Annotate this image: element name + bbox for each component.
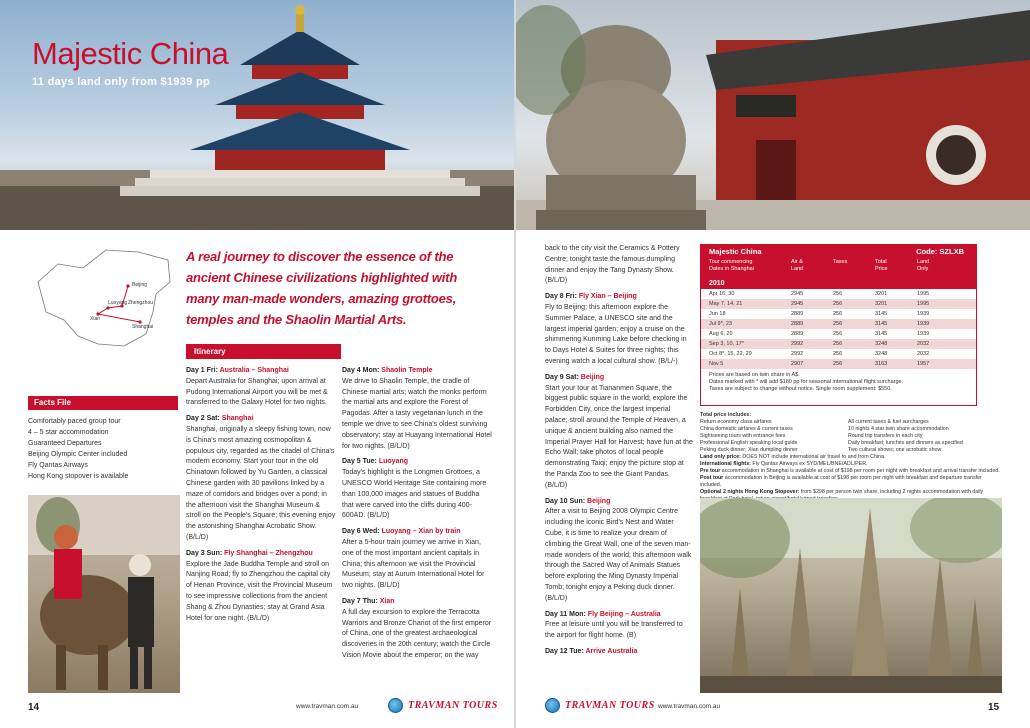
col-air-line1: Air &	[791, 259, 803, 265]
row-tax: 256	[833, 351, 843, 357]
day-label: Day 9 Sat:	[545, 373, 581, 381]
day-heading	[342, 597, 492, 608]
facts-item: Hong Kong stopover is available	[28, 473, 129, 480]
day-description: A full day excursion to explore the Terracotta Warriors and Bronze Chariot of the first emperor of China, one of the greatest archaeological discoveries in the 20th century; watch the Circle Vision Movie about the emperor; on the way	[342, 608, 492, 659]
intro-headline: A real journey to discover the essence of the ancient Chinese civilizations highlighted with many man-made wonders, amazing grottoes, temples and the Shaolin Martial Arts.	[186, 249, 458, 327]
day-description: After a 5-hour train journey we arrive in Xian, one of the most important ancient capitals in China; this afternoon we visit the Provincial Museum; stay at Aurum International Hotel for two nights. (B/L/D)	[342, 538, 485, 590]
inclusion-item: Return economy class airfares	[700, 419, 772, 425]
itinerary-day	[186, 366, 336, 409]
total-price-title: Total price includes:	[700, 412, 752, 418]
page-gutter	[514, 0, 516, 728]
col-taxes	[833, 259, 875, 279]
brand-logo-left	[388, 698, 498, 713]
day-label: Day 3 Sun:	[186, 549, 225, 557]
price-note: Taxes are subject to change without notice. Single room supplement: $550.	[709, 386, 892, 392]
day-heading	[545, 610, 693, 621]
inclusion-item: Daily breakfast; lunches and dinners as specified	[848, 440, 963, 446]
day-heading	[545, 647, 693, 658]
price-row	[701, 329, 976, 339]
china-route-map	[28, 242, 178, 352]
row-land: 1939	[917, 321, 930, 327]
row-date: Oct 8*, 15, 22, 29	[709, 351, 752, 357]
facts-item: Beijing Olympic Center included	[28, 451, 128, 458]
brand-name: TRAVMAN TOURS	[565, 700, 655, 711]
row-land: 1957	[917, 361, 930, 367]
row-air: 2889	[791, 311, 804, 317]
map-label-beijing: Beijing	[132, 282, 148, 288]
inclusion-item: All current taxes & fuel surcharges	[848, 419, 929, 425]
brand-name: TRAVMAN TOURS	[408, 700, 498, 711]
inclusion-item: Two cultural shows; one acrobatic show	[848, 447, 942, 453]
intl-flights-note	[700, 461, 1002, 468]
map-label-zhengzhou: Zhengzhou	[128, 300, 154, 306]
itinerary-day	[186, 549, 336, 625]
day-label: Day 7 Thu:	[342, 597, 380, 605]
row-air: 2945	[791, 301, 804, 307]
facts-item: 4 – 5 star accommodation	[28, 429, 109, 436]
inclusions-left	[700, 419, 848, 454]
itinerary-day	[545, 373, 693, 492]
day-description: Explore the Jade Buddha Temple and stroll on Nanjing Road; fly to Zhengzhou the capital city of Henan Province, visit the Provincial Museum to see impressive collections from the ancient Shang & Zhou Dynasties; stay at Grand Asia Hotel for one night. (B/L/D)	[186, 560, 333, 622]
itinerary-column-3	[545, 244, 693, 663]
col-dates-line1: Tour commencing	[709, 259, 753, 265]
day-description: Shanghai, originally a sleepy fishing town, now is China's most amazing cosmopolitan & populous city, regarded as the citadel of China's modern economy. Start your tour in the old Chinatown followed by Yu Garden, a classical Chinese garden with 30 pavilions linked by a maze of corridors and bridges over a pond; in the afternoon visit the Shanghai Museum & stroll on the People's Square; this evening enjoy the astonishing Shanghai Acrobatic Show. (B/L/D)	[186, 425, 336, 541]
temple-illustration	[0, 0, 515, 230]
map-illustration	[28, 242, 178, 352]
itinerary-column-1	[186, 366, 336, 629]
camel-riders-illustration	[28, 495, 180, 693]
inclusion-item: 10 nights 4 star twin share accommodation	[848, 426, 949, 432]
row-land: 1995	[917, 291, 930, 297]
inclusion-item: Peking duck dinner; Xian dumpling dinner	[700, 447, 798, 453]
price-notes	[701, 369, 976, 393]
price-row	[701, 339, 976, 349]
row-total: 3201	[875, 301, 888, 307]
inclusion-item: Professional English speaking local guide	[700, 440, 798, 446]
facts-item: Comfortably paced group tour	[28, 418, 121, 425]
col-dates-line2: Dates in Shanghai	[709, 266, 754, 272]
row-total: 3145	[875, 321, 888, 327]
day-place: Luoyang	[378, 458, 408, 466]
row-air: 2889	[791, 321, 804, 327]
day-description: Depart Australia for Shanghai; upon arrival at Pudong International Airport you will be met & transferred to the Galaxy Hotel for two nights.	[186, 377, 328, 407]
day-place: Luoyang – Xian by train	[381, 528, 461, 536]
day-label: Day 10 Sun:	[545, 497, 588, 505]
shaolin-temple-photo	[516, 0, 1030, 230]
row-total: 3201	[875, 291, 888, 297]
day-label: Day 4 Mon:	[342, 367, 382, 374]
row-tax: 256	[833, 291, 843, 297]
price-row	[701, 309, 976, 319]
post-tour-label: Post tour	[700, 475, 724, 481]
col-total-line1: Total	[875, 259, 887, 265]
row-total: 3145	[875, 331, 888, 337]
row-tax: 256	[833, 331, 843, 337]
intl-flights-label: International flights:	[700, 461, 751, 467]
row-date: Jul 9*, 23	[709, 321, 732, 327]
day-description: We drive to Shaolin Temple, the cradle of Chinese martial arts; watch the monks perform the martial arts and explore the Forest of Pagodas. After a tasty vegetarian lunch in the temple we drive to see China's oldest surviving observatory; stay at Huayang International Hotel for two nights. (B/L/D)	[342, 377, 492, 450]
row-land: 1939	[917, 311, 930, 317]
col-taxes-label: Taxes	[833, 259, 848, 265]
land-only-label: Land only price:	[700, 454, 741, 460]
pagoda-forest-photo	[700, 498, 1002, 693]
price-row	[701, 349, 976, 359]
itinerary-day	[545, 292, 693, 368]
itinerary-column-2	[342, 366, 492, 667]
intl-flights-text: Fly Qantas Airways ex SYD/MEL/BNE/ADL/PER.	[752, 461, 868, 467]
row-tax: 256	[833, 301, 843, 307]
row-date: Aug 6, 20	[709, 331, 733, 337]
itinerary-day	[186, 414, 336, 544]
price-year: 2010	[701, 279, 976, 289]
page-subtitle: 11 days land only from $1939 pp	[32, 76, 211, 88]
day-description: Start your tour at Tiananmen Square, the biggest public square in the world; explore the Forbidden City, once the largest imperial palace; stroll around the Temple of Heaven, a unique & ancient building also named the Imperial Prayer Hall for Harvest; have fun at the Echo Wall; take photos of local people demonstrating Taiqi; enjoy the picture stop at the Panda Zoo to see the Giant Pandas. (B/L/D)	[545, 384, 693, 489]
camel-riders-photo	[28, 495, 180, 693]
inclusions-grid	[700, 419, 1002, 454]
page-title: Majestic China	[32, 36, 229, 71]
price-table	[700, 244, 977, 406]
day-place: Fly Shanghai – Zhengzhou	[224, 549, 313, 557]
col-total-line2: Price	[875, 266, 888, 272]
inclusion-item: China domestic airfares & current taxes	[700, 426, 793, 432]
total-price-includes	[700, 412, 1002, 503]
day-place: Beijing	[580, 373, 605, 381]
day-label: Day 6 Wed:	[342, 528, 382, 536]
footer-url-left[interactable]: www.travman.com.au	[296, 703, 359, 710]
day-label: Day 5 Tue:	[342, 458, 379, 466]
tour-name: Majestic China	[709, 247, 762, 256]
globe-icon	[388, 698, 403, 713]
facts-file-list	[28, 416, 180, 482]
itinerary-day	[342, 527, 492, 592]
facts-item: Fly Qantas Airways	[28, 462, 88, 469]
day-label: Day 11 Mon:	[545, 610, 588, 618]
row-date: Nov 5	[709, 361, 724, 367]
day-place: Shaolin Temple	[381, 367, 433, 374]
price-row	[701, 359, 976, 369]
row-date: Sep 3, 10, 17*	[709, 341, 744, 347]
day-heading	[545, 292, 693, 303]
price-table-columns	[701, 257, 976, 279]
itinerary-day	[342, 457, 492, 522]
accommodation-note	[700, 468, 1002, 489]
day-label: Day 12 Tue:	[545, 647, 586, 655]
row-land: 2032	[917, 351, 930, 357]
col-land-line1: Land	[917, 259, 930, 265]
day-description: back to the city visit the Ceramics & Pottery Centre; tonight taste the famous dumpling dinner and enjoy the Tang Dynasty Show. (B/L/D)	[545, 245, 680, 285]
pagoda-forest-illustration	[700, 498, 1002, 693]
col-air-land	[791, 259, 833, 279]
row-air: 2945	[791, 291, 804, 297]
row-air: 2992	[791, 341, 804, 347]
col-dates	[709, 259, 791, 279]
day-heading	[545, 497, 693, 508]
day-place: Fly Beijing – Australia	[587, 610, 661, 618]
row-date: May 7, 14, 21	[709, 301, 743, 307]
day-heading	[342, 527, 492, 538]
price-note: Prices are based on twin share in A$.	[709, 372, 800, 378]
day-description: Today's highlight is the Longmen Grottoes, a UNESCO World Heritage Site containing more than 100,000 images and statues of Buddha that were carved into the cliffs during 400-600AD. (B/L/D)	[342, 469, 487, 520]
row-land: 1995	[917, 301, 930, 307]
row-total: 3163	[875, 361, 888, 367]
hk-stopover-label: Optional 2 nights Hong Kong Stopover:	[700, 489, 800, 495]
row-date: Apr 16, 30	[709, 291, 735, 297]
row-date: Jun 18	[709, 311, 726, 317]
inclusion-item: Round trip transfers in each city	[848, 433, 923, 439]
col-land-only	[917, 259, 957, 279]
shaolin-illustration	[516, 0, 1030, 230]
day-heading	[186, 549, 336, 560]
day-label: Day 8 Fri:	[545, 293, 579, 301]
day-label: Day 2 Sat:	[186, 415, 222, 423]
itinerary-day	[545, 497, 693, 605]
col-total	[875, 259, 917, 279]
land-only-text: DOES NOT include international air travel to and from China.	[742, 454, 886, 460]
brand-logo-right	[545, 698, 655, 713]
row-total: 3248	[875, 351, 888, 357]
price-note: Dates marked with * will add $180 pp for seasonal international flight surcharge.	[709, 379, 904, 385]
row-tax: 256	[833, 361, 843, 367]
day-heading	[545, 373, 693, 384]
map-label-luoyang: Luoyang	[108, 300, 128, 306]
day-description: Free at leisure until you will be transferred to the airport for flight home. (B)	[545, 621, 683, 640]
row-tax: 256	[833, 321, 843, 327]
col-air-line2: Land	[791, 266, 804, 272]
day-place: Arrive Australia	[585, 647, 638, 655]
itinerary-day	[545, 244, 693, 287]
itinerary-day	[342, 366, 492, 452]
day-description: Fly to Beijing; this afternoon explore the Summer Palace, a UNESCO site and the largest imperial garden; enjoy a cruise on the shimmering Kunming Lake before checking in to Days Hotel & Suites for three nights; this evening watch a local cultural show. (B/L/-)	[545, 303, 687, 365]
row-air: 2907	[791, 361, 804, 367]
itinerary-day	[545, 610, 693, 642]
row-total: 3145	[875, 311, 888, 317]
footer-url-right[interactable]: www.travman.com.au	[658, 703, 721, 710]
day-place: Fly Xian – Beijing	[578, 293, 637, 301]
day-heading	[342, 366, 492, 377]
globe-icon	[545, 698, 560, 713]
inclusion-item: Sightseeing tours with entrance fees	[700, 433, 786, 439]
tour-code: Code: SZLXB	[916, 247, 964, 256]
pre-tour-text: accommodation in Shanghai is available at cost of $198 per room per night with breakfast and arrival transfer included.	[721, 468, 1000, 474]
map-label-shanghai: Shanghai	[132, 324, 154, 330]
temple-of-heaven-photo	[0, 0, 515, 230]
price-table-header	[701, 245, 976, 257]
itinerary-header: Itinerary	[186, 344, 341, 359]
col-land-line2: Only	[917, 266, 929, 272]
pre-tour-label: Pre tour	[700, 468, 721, 474]
land-only-note	[700, 454, 1002, 461]
price-row	[701, 289, 976, 299]
price-row	[701, 319, 976, 329]
inclusions-right	[848, 419, 996, 454]
row-tax: 256	[833, 341, 843, 347]
map-label-xian: Xian	[90, 316, 101, 322]
row-air: 2889	[791, 331, 804, 337]
facts-item: Guaranteed Departures	[28, 440, 102, 447]
row-total: 3248	[875, 341, 888, 347]
page-number-right: 15	[988, 702, 1000, 713]
facts-file-header: Facts File	[28, 396, 178, 410]
price-row	[701, 299, 976, 309]
day-heading	[342, 457, 492, 468]
itinerary-day	[342, 597, 492, 662]
page-number-left: 14	[28, 702, 40, 713]
day-description: After a visit to Beijing 2008 Olympic Centre including the iconic Bird's Nest and Water Cube, it is time to realize your dream of climbing the Great Wall, one of the seven man-made wonders of the world; this afternoon walk through the Sacred Way of Animals Statues before exploring the Ming Dynasty Imperial Tomb; tonight enjoy a Peking duck dinner. (B/L/D)	[545, 508, 692, 602]
day-heading	[186, 414, 336, 425]
day-label: Day 1 Fri:	[186, 367, 220, 374]
row-land: 1939	[917, 331, 930, 337]
hk-stopover-text: from $298 per person twin share, including 2 nights accommodation with daily	[800, 489, 984, 495]
post-tour-text: accommodation in Beijing is available at cost of $198 per room per night with breakfast and departure transfer included.	[700, 475, 982, 488]
row-air: 2992	[791, 351, 804, 357]
itinerary-day	[545, 647, 693, 658]
row-land: 2032	[917, 341, 930, 347]
day-place: Xian	[379, 597, 395, 605]
row-tax: 256	[833, 311, 843, 317]
day-place: Shanghai	[221, 415, 254, 423]
day-heading	[186, 366, 336, 377]
day-place: Australia – Shanghai	[219, 367, 289, 374]
day-place: Beijing	[587, 497, 611, 505]
